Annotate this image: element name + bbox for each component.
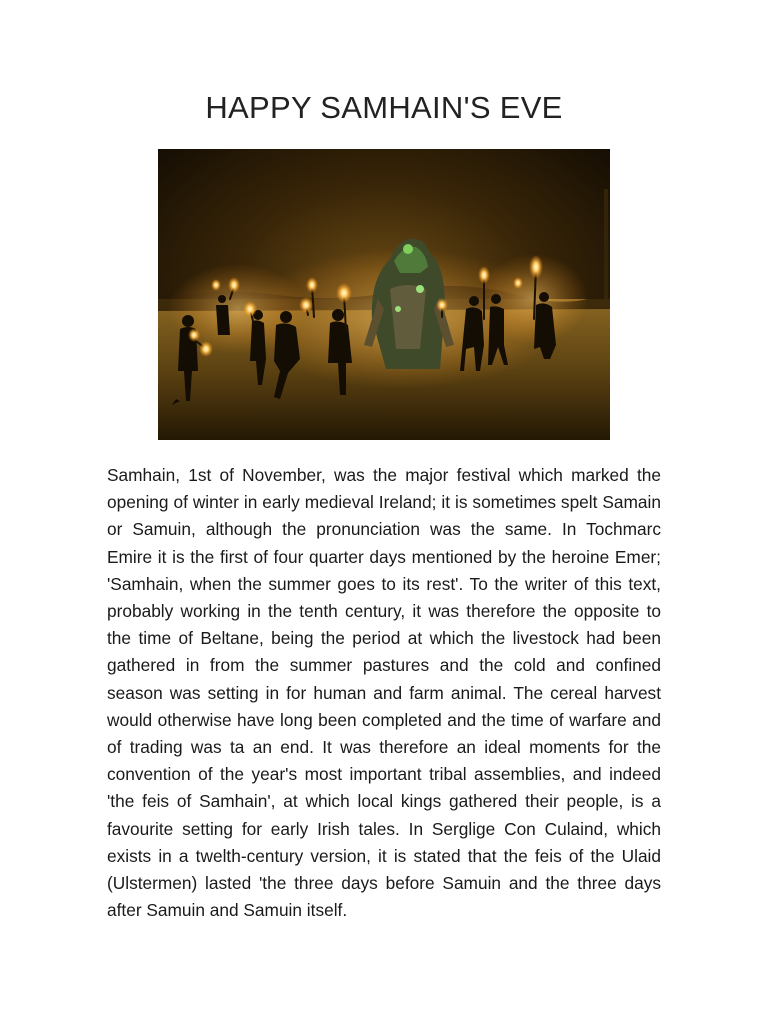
festival-photo [158,149,610,440]
article-paragraph: Samhain, 1st of November, was the major festival which marked the opening of winter in early medieval Ireland; it is sometimes spelt Samain or Samuin, although the pronunciation was the same. In Tochmarc Emire it is the first of four quarter days mentioned by the heroine Emer; 'Samhain, when the summer goes to its rest'. To the writer of this text, probably working in the tenth century, it was therefore the opposite to the time of Beltane, being the period at which the livestock had been gathered in from the summer pastures and the cold and confined season was setting in for human and farm animal. The cereal harvest would otherwise have long been completed and the time of warfare and of trading was ta an end. It was therefore an ideal moments for the convention of the year's most important tribal assemblies, and indeed 'the feis of Samhain', at which local kings gathered their people, is a favourite setting for early Irish tales. In Serglige Con Culaind, which exists in a twelth-century version, it is stated that the feis of the Ulaid (Ulstermen) lasted 'the three days before Samuin and the three days after Samuin and Samuin itself. [107,465,661,921]
page-title: HAPPY SAMHAIN'S EVE [205,90,563,125]
